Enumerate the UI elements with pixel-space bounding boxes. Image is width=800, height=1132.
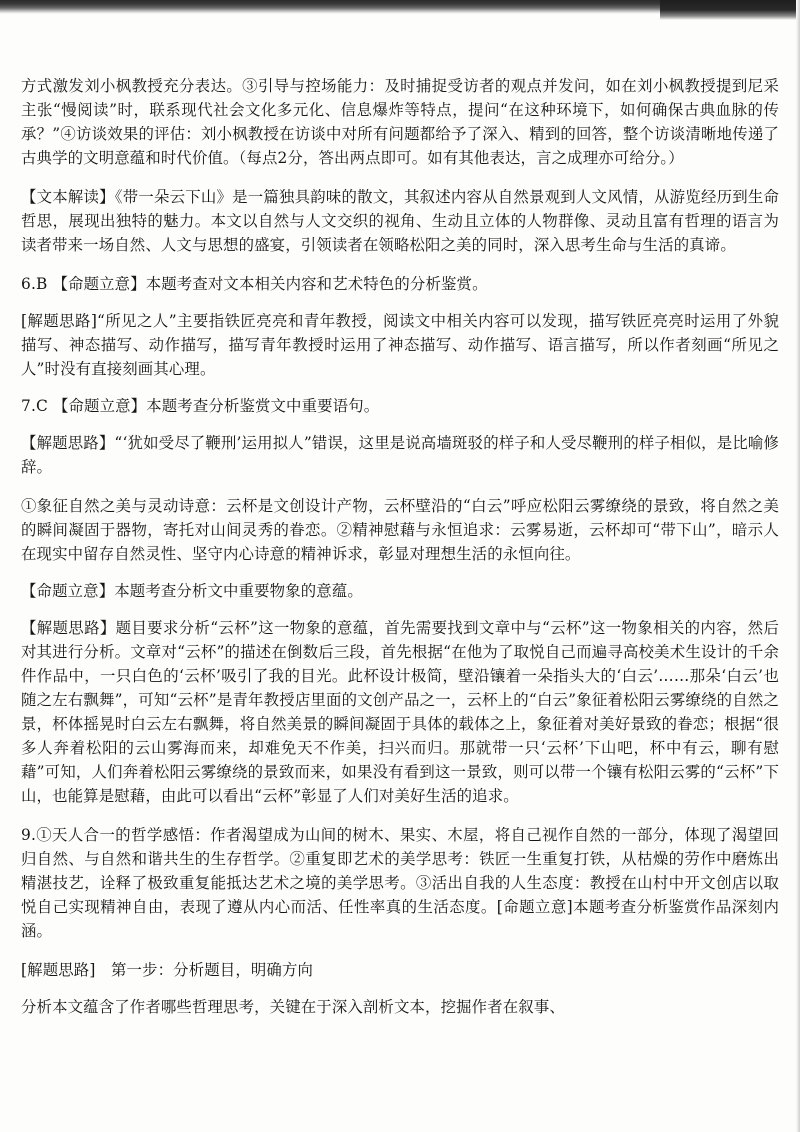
- paragraph-q8-answer: ①象征自然之美与灵动诗意：云杯是文创设计产物，云杯壁沿的“白云”呼应松阳云雾缭绕的景致，将自然之美的瞬间凝固于器物，寄托对山间灵秀的眷恋。②精神慰藉与永恒追求：云雾易逝，云杯却可“带下山”，暗示人在现实中留存自然灵性、坚守内心诗意的精神诉求，彰显对理想生活的永恒向往。: [21, 497, 779, 563]
- paragraph-q7-reasoning: 【解题思路】“‘犹如受尽了鞭刑’运用拟人”错误，这里是说高墙斑驳的样子和人受尽鞭刑的样子相似，是比喻修辞。: [21, 434, 779, 476]
- paragraph-q9-answer: 9.①天人合一的哲学感悟：作者渴望成为山间的树木、果实、木屋，将自己视作自然的一部分，体现了渴望回归自然、与自然和谐共生的生存哲学。②重复即艺术的美学思考：铁匠一生重复打铁，从枯燥的劳作中磨炼出精湛技艺，诠释了极致重复能抵达艺术之境的美学思考。③活出自我的人生态度：教授在山村中开文创店以取悦自己实现精神自由，表现了遵从内心而活、任性率真的生活态度。[命题立意]本题考查分析鉴赏作品深刻内涵。: [21, 826, 779, 940]
- paragraph-q7-answer: 7.C 【命题立意】本题考查分析鉴赏文中重要语句。: [21, 397, 380, 415]
- paragraph-text-interpretation: 【文本解读】《带一朵云下山》是一篇独具韵味的散文，其叙述内容从自然景观到人文风情，从游览经历到生命哲思，展现出独特的魅力。本文以自然与人文交织的视角、生动且立体的人物群像、灵动且富有哲理的语言为读者带来一场自然、人文与思想的盛宴，引领读者在领略松阳之美的同时，深入思考生命与生活的真谛。: [21, 188, 779, 254]
- paragraph-q8-intent: 【命题立意】本题考查分析文中重要物象的意蕴。: [21, 582, 363, 600]
- paragraph-q9-step-one: [解题思路] 第一步：分析题目，明确方向: [21, 961, 314, 979]
- paragraph-q6-reasoning: [解题思路]“所见之人”主要指铁匠亮亮和青年教授，阅读文中相关内容可以发现，描写铁匠亮亮时运用了外貌描写、神态描写、动作描写，描写青年教授时运用了神态描写、动作描写、语言描写，所以作者刻画“所见之人”时没有直接刻画其心理。: [21, 312, 779, 378]
- scan-right-edge-shadow: [796, 0, 800, 1132]
- scan-corner-shadow: [660, 0, 800, 20]
- answer-text-body: [21, 74, 779, 1019]
- paragraph-q6-answer: 6.B 【命题立意】本题考查对文本相关内容和艺术特色的分析鉴赏。: [21, 275, 488, 293]
- paragraph-interview-skills: 方式激发刘小枫教授充分表达。③引导与控场能力：及时捕捉受访者的观点并发问，如在刘小枫教授提到尼采主张“慢阅读”时，联系现代社会文化多元化、信息爆炸等特点，提问“在这种环境下，如何确保古典血脉的传承？”④访谈效果的评估：刘小枫教授在访谈中对所有问题都给予了深入、精到的回答，整个访谈清晰地传递了古典学的文明意蕴和时代价值。（每点2分，答出两点即可。如有其他表达，言之成理亦可给分。）: [21, 77, 779, 167]
- paragraph-q8-reasoning: 【解题思路】题目要求分析“云杯”这一物象的意蕴，首先需要找到文章中与“云杯”这一物象相关的内容，然后对其进行分析。文章对“云杯”的描述在倒数后三段，首先根据“在他为了取悦自己而遍寻高校美术生设计的千余件作品中，一只白色的‘云杯’吸引了我的目光。此杯设计极简，壁沿镶着一朵指头大的‘白云’……那朵‘白云’也随之左右飘舞”，可知“云杯”是青年教授店里面的文创产品之一，云杯上的“白云”象征着松阳云雾缭绕的自然之景，杯体摇晃时白云左右飘舞，将自然美景的瞬间凝固于具体的载体之上，象征着对美好景致的眷恋；根据“很多人奔着松阳的云山雾海而来，却难免天不作美，扫兴而归。那就带一只‘云杯’下山吧，杯中有云，聊有慰藉”可知，人们奔着松阳云雾缭绕的景致而来，如果没有看到这一景致，则可以带一个镶有松阳云雾的“云杯”下山，也能算是慰藉，由此可以看出“云杯”彰显了人们对美好生活的追求。: [21, 619, 779, 805]
- paragraph-q9-analysis: 分析本文蕴含了作者哪些哲理思考，关键在于深入剖析文本，挖掘作者在叙事、: [21, 998, 565, 1016]
